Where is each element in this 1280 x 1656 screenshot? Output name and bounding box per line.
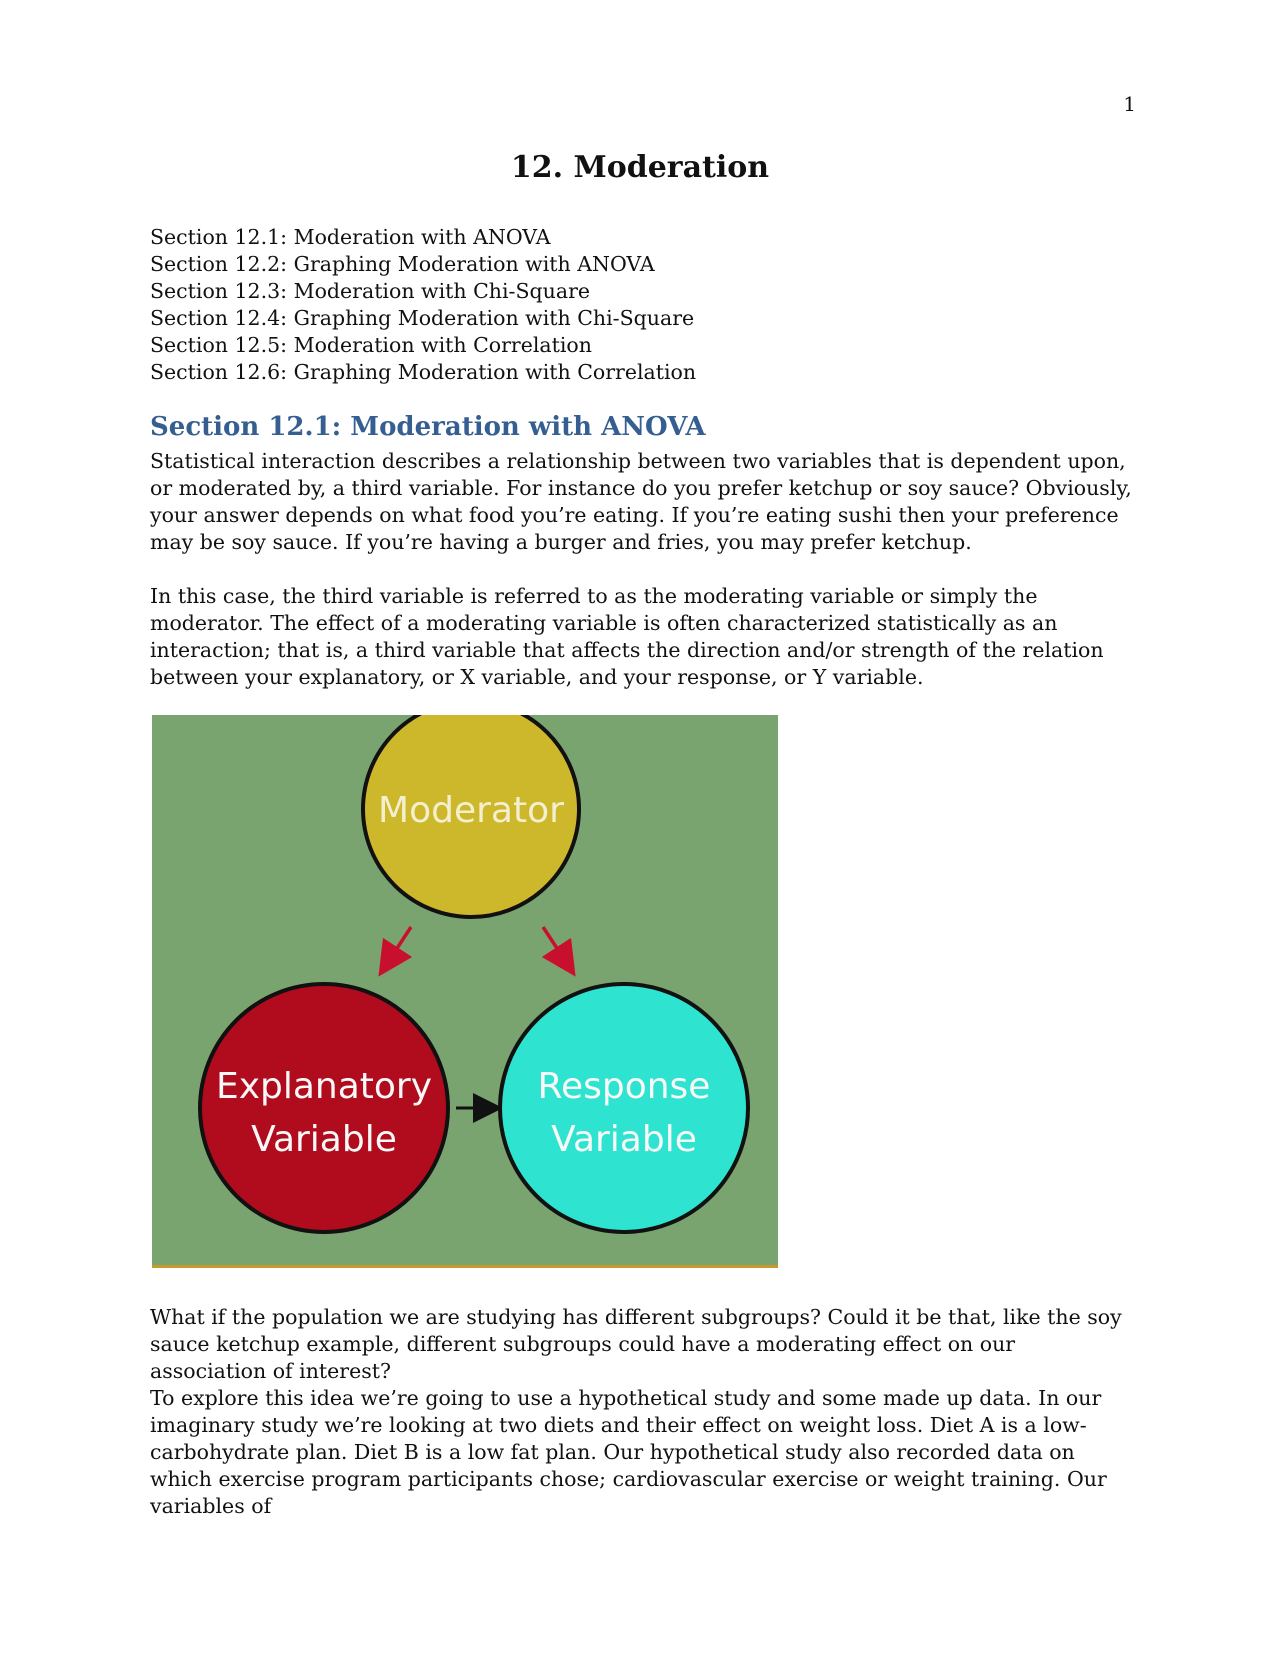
response-label-line2: Variable: [551, 1119, 697, 1160]
page-number: 1: [1123, 92, 1136, 116]
explanatory-label-line2: Variable: [251, 1119, 397, 1160]
toc-item: Section 12.4: Graphing Moderation with Chi-Square: [150, 306, 695, 330]
toc-item: Section 12.6: Graphing Moderation with Correlation: [150, 360, 697, 384]
response-circle: [500, 984, 748, 1232]
toc-item: Section 12.3: Moderation with Chi-Square: [150, 279, 590, 303]
response-label-line1: Response: [537, 1066, 711, 1107]
toc-item: Section 12.2: Graphing Moderation with ANOVA: [150, 252, 655, 276]
toc-item: Section 12.1: Moderation with ANOVA: [150, 225, 551, 249]
paragraph-moderator: In this case, the third variable is referred to as the moderating variable or simply the moderator. The effect of a moderating variable is often characterized statistically as an interaction; that is, a third variable that affects the direction and/or strength of the relation between your explanatory, or X variable, and your response, or Y variable.: [150, 584, 1104, 689]
explanatory-circle: [200, 984, 448, 1232]
paragraph-subgroups: What if the population we are studying has different subgroups? Could it be that, like the soy sauce ketchup example, different subgroups could have a moderating effect on our association of interest?: [150, 1305, 1122, 1383]
moderation-diagram: [152, 715, 778, 1268]
toc-item: Section 12.5: Moderation with Correlation: [150, 333, 592, 357]
section-heading: Section 12.1: Moderation with ANOVA: [150, 412, 706, 442]
moderator-label: Moderator: [378, 790, 564, 831]
table-of-contents: [150, 224, 696, 386]
paragraph-interaction: Statistical interaction describes a relationship between two variables that is dependent upon, or moderated by, a third variable. For instance do you prefer ketchup or soy sauce? Obviously, your answer depends on what food you’re eating. If you’re eating sushi then your preference may be soy sauce. If you’re having a burger and fries, you may prefer ketchup.: [150, 449, 1132, 554]
explanatory-label-line1: Explanatory: [215, 1066, 433, 1107]
paragraph-hypothetical-study: To explore this idea we’re going to use a hypothetical study and some made up data. In our imaginary study we’re looking at two diets and their effect on weight loss. Diet A is a low-carbohydrate plan. Diet B is a low fat plan. Our hypothetical study also recorded data on which exercise program participants chose; cardiovascular exercise or weight training. Our variables of: [150, 1386, 1107, 1518]
chapter-title: 12. Moderation: [510, 150, 770, 185]
diagram-bottom-border: [152, 1265, 778, 1268]
